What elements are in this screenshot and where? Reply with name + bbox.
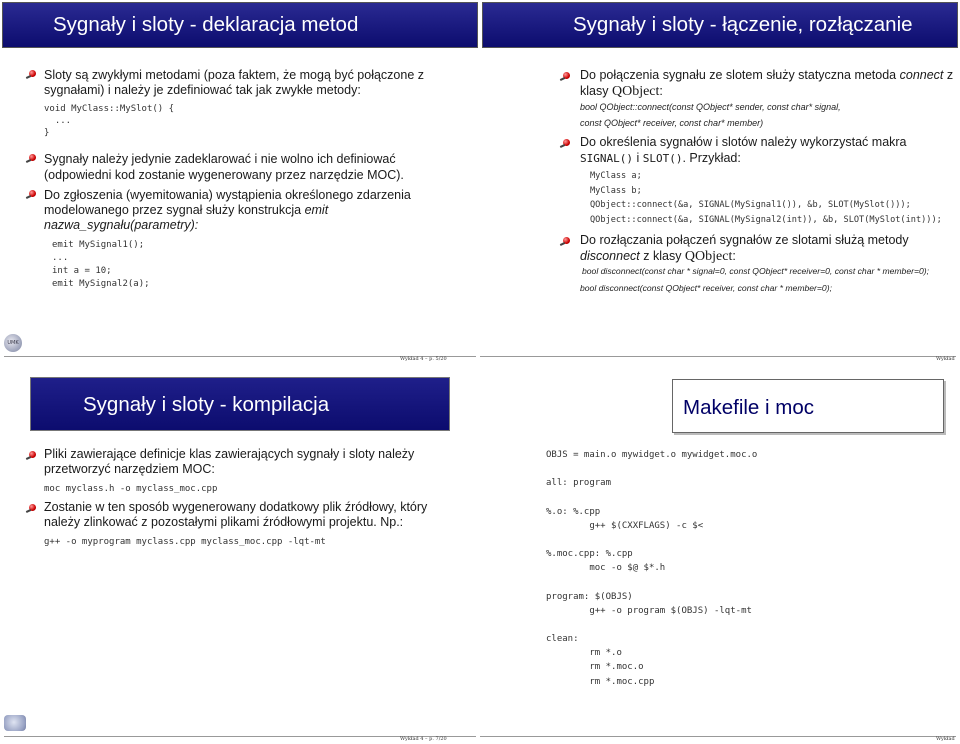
emphasis-text: connect [899, 68, 944, 82]
bullet-icon [26, 504, 37, 515]
bullet-text [580, 248, 736, 265]
title-bar [2, 2, 478, 48]
footer-divider [480, 736, 956, 737]
code-block: emit MySignal1(); ... int a = 10; emit MySignal2(a); [52, 240, 150, 289]
bullet-text: nazwa_sygnału(parametry): [44, 218, 199, 232]
footer-divider [480, 356, 956, 357]
slide-title: Sygnały i sloty - deklaracja metod [53, 13, 359, 36]
code-block: MyClass a; MyClass b; QObject::connect(&a, SIGNAL(MySignal1()), &b, SLOT(MySlot())); QObject::connect(&a, SIGNAL(MySignal2(int)), &b, SLOT(MySlot(int))); [590, 171, 942, 225]
emphasis-text: disconnect [580, 249, 640, 263]
slide-title: Sygnały i sloty - kompilacja [83, 393, 330, 416]
bullet-text [580, 83, 663, 100]
macro-name: SLOT() [642, 152, 683, 165]
bullet-icon [560, 139, 571, 150]
bullet-text [44, 202, 328, 218]
bullet-icon [26, 190, 37, 201]
text-run: z [946, 68, 954, 82]
text-run: . Przykład: [682, 151, 741, 165]
title-box [30, 377, 450, 431]
code-block: void MyClass::MySlot() { ... } [44, 104, 175, 138]
macro-name: SIGNAL() [580, 152, 633, 165]
bullet-text: Do zgłoszenia (wyemitowania) wystąpienia określonego zdarzenia [44, 188, 411, 202]
text-run: : [732, 249, 736, 263]
bullet-text: sygnałami) i należy je zdefiniować tak jak zwykłe metody: [44, 83, 361, 97]
bullet-text: (odpowiedni kod zostanie wygenerowany przez narzędzie MOC). [44, 168, 404, 182]
text-run: z klasy [639, 249, 685, 263]
emphasis-text: emit [304, 203, 329, 217]
method-signature: bool disconnect(const QObject* receiver, const char * member=0); [580, 283, 832, 293]
bullet-text: Zostanie w ten sposób wygenerowany dodatkowy plik źródłowy, który [44, 500, 428, 514]
bullet-icon [26, 451, 37, 462]
text-run: : [659, 84, 663, 98]
text-run: i [632, 151, 643, 165]
page-footer: Wykład 4 – p. 5/20 [400, 356, 447, 362]
bullet-text: Pliki zawierające definicje klas zawierających sygnały i sloty należy [44, 447, 415, 461]
bullet-text: Sloty są zwykłymi metodami (poza faktem, że mogą być połączone z [44, 68, 425, 82]
bullet-text: Do rozłączania połączeń sygnałów ze slotami służą metody [580, 233, 909, 247]
slide-title: Makefile i moc [683, 396, 815, 419]
text-run: klasy [580, 84, 609, 98]
method-signature: bool disconnect(const char * signal=0, const QObject* receiver=0, const char * member=0); [582, 266, 930, 276]
page-footer: Wykład 4 – p. 7/20 [400, 736, 447, 742]
bullet-text: Sygnały należy jedynie zadeklarować i nie wolno ich definiować [44, 152, 396, 166]
slide-title: Sygnały i sloty - łączenie, rozłączanie [573, 13, 913, 36]
bullet-icon [560, 237, 571, 248]
bullet-text: należy zlinkować z pozostałymi plikami źródłowymi projektu. Np.: [44, 515, 404, 529]
bullet-text [580, 67, 953, 83]
code-block: moc myclass.h -o myclass_moc.cpp [44, 484, 218, 494]
slide-signals-declaration [0, 0, 480, 372]
method-signature: bool QObject::connect(const QObject* sender, const char* signal, [580, 102, 841, 112]
class-name: QObject [611, 84, 660, 99]
bullet-text [580, 150, 741, 167]
bullet-icon [26, 154, 37, 165]
page-footer: Wykład [936, 736, 955, 742]
text-run: Do połączenia sygnału ze slotem służy statyczna metoda [580, 68, 897, 82]
title-bar [482, 2, 958, 48]
slide-signals-connecting [480, 0, 960, 372]
bullet-icon [560, 72, 571, 83]
code-block: g++ -o myprogram myclass.cpp myclass_moc.cpp -lqt-mt [44, 537, 326, 547]
slide-makefile-moc [480, 372, 960, 744]
class-name: QObject [684, 249, 733, 264]
title-box [672, 379, 944, 433]
bullet-icon [26, 70, 37, 81]
bullet-text: Do określenia sygnałów i slotów należy wykorzystać makra [580, 135, 907, 149]
university-logo-icon: UMK [4, 334, 22, 352]
page-footer: Wykład [936, 356, 955, 362]
slide-signals-compilation [0, 372, 480, 744]
makefile-code-block: OBJS = main.o mywidget.o mywidget.moc.o all: program %.o: %.cpp g++ $(CXXFLAGS) -c $< %.moc.cpp: %.cpp moc -o $@ $*.h program: $(OBJS) g++ -o program $(OBJS) -lqt-mt clean: rm *.o rm *.moc.o rm *.moc.cpp [546, 450, 758, 687]
text-run: modelowanego przez sygnał służy konstrukcja [44, 203, 302, 217]
university-logo-icon [4, 715, 26, 731]
method-signature: const QObject* receiver, const char* member) [580, 118, 764, 128]
bullet-text: przetworzyć narzędziem MOC: [44, 462, 215, 476]
